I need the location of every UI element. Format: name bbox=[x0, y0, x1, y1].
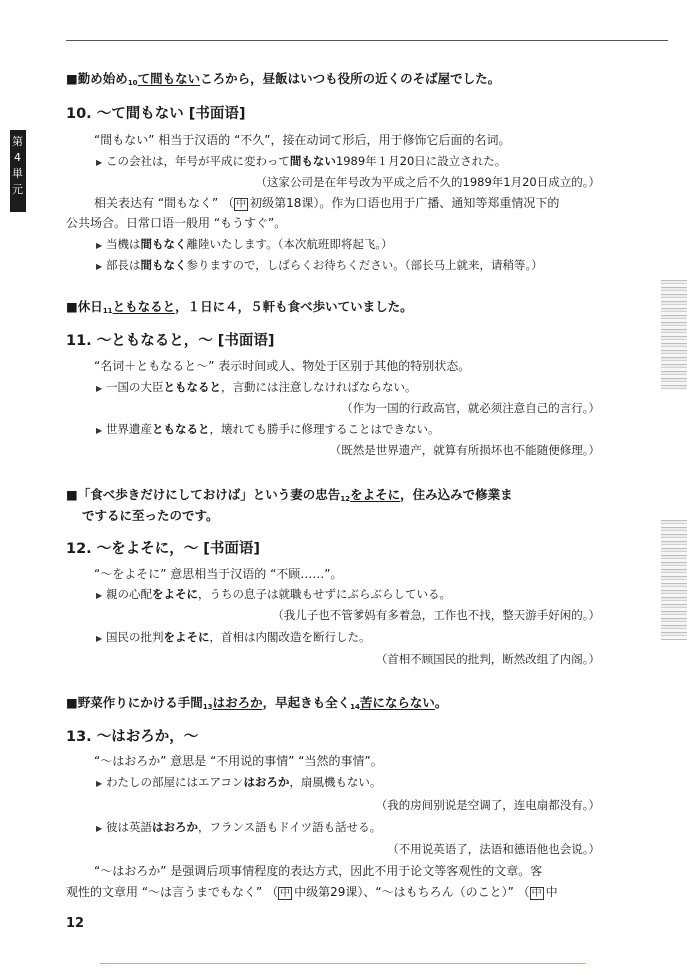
bullet-icon: ▶ bbox=[96, 824, 103, 833]
page-number: 12 bbox=[66, 916, 85, 931]
example-text: ，うちの息子は就職もせずにぶらぶらしている。 bbox=[198, 587, 451, 601]
heading-text: ■休日 bbox=[66, 299, 103, 314]
scan-edge-artifact bbox=[661, 280, 687, 390]
example-text: ，首相は内閣改造を断行した。 bbox=[209, 630, 371, 644]
example-keyword: ともなると bbox=[163, 380, 221, 394]
note-text: 相关表达有 “間もなく” （ bbox=[94, 196, 235, 210]
heading-text: 。 bbox=[434, 695, 448, 710]
example-line bbox=[96, 628, 371, 648]
bullet-icon: ▶ bbox=[96, 426, 103, 435]
example-text: 当機は bbox=[106, 237, 141, 251]
usage-note: “～はおろか” 是强调后项事情程度的表达方式，因此不用于论文等客观性的文章。客 bbox=[94, 864, 543, 878]
grammar-definition: “名词＋ともなると～” 表示时间或人、物处于区别于其他的特别状态。 bbox=[94, 359, 471, 373]
bottom-rule bbox=[100, 963, 586, 964]
scan-edge-artifact bbox=[661, 520, 687, 640]
example-text: ，扇風機もない。 bbox=[289, 775, 382, 789]
grammar-title: 13. ～はおろか，～ bbox=[66, 729, 199, 745]
example-translation: （我的房间别说是空调了，连电扇都没有。） bbox=[375, 798, 600, 812]
example-text: この会社は，年号が平成に変わって bbox=[106, 154, 290, 168]
example-line bbox=[96, 235, 393, 255]
heading-text: ■「食べ歩きだけにしておけば」という妻の忠告 bbox=[66, 487, 341, 502]
book-icon: 中 bbox=[280, 888, 291, 899]
note-number: 13 bbox=[202, 703, 213, 711]
bullet-icon: ▶ bbox=[96, 241, 103, 250]
example-sentence-heading bbox=[66, 298, 413, 320]
example-line bbox=[96, 773, 381, 793]
example-text: 参りますので，しばらくお待ちください。（部长马上就来，请稍等。） bbox=[186, 258, 543, 272]
example-sentence-heading bbox=[66, 694, 447, 716]
example-text: 離陸いたします。（本次航班即将起飞。） bbox=[186, 237, 393, 251]
unit-side-tab: 第4単元 bbox=[10, 130, 26, 212]
target-expression: はおろか bbox=[212, 695, 263, 710]
example-text: ，フランス語もドイツ語も話せる。 bbox=[198, 820, 382, 834]
example-text: わたしの部屋にはエアコン bbox=[106, 775, 244, 789]
example-line bbox=[96, 818, 381, 838]
heading-text: ，早起きも全く bbox=[262, 695, 351, 710]
example-text: 部長は bbox=[106, 258, 141, 272]
note-text: 中级第29课）、“～はもちろん（のこと）” （ bbox=[294, 885, 530, 899]
target-expression: をよそに bbox=[350, 487, 401, 502]
bullet-icon: ▶ bbox=[96, 158, 103, 167]
example-text: 世界遺産 bbox=[106, 422, 152, 436]
grammar-title: 10. ～て間もない [书面语] bbox=[66, 106, 246, 122]
example-keyword: 間もない bbox=[289, 154, 336, 168]
note-text: 中 bbox=[545, 885, 558, 899]
example-sentence-heading-cont: でするに至ったのです。 bbox=[82, 508, 219, 523]
heading-text: ころから，昼飯はいつも役所の近くのそば屋でした。 bbox=[200, 71, 501, 86]
example-line bbox=[96, 378, 417, 398]
example-keyword: はおろか bbox=[152, 820, 198, 834]
grammar-title: 11. ～ともなると，～ [书面语] bbox=[66, 333, 275, 349]
example-text: 親の心配 bbox=[106, 587, 152, 601]
example-text: ，壊れても勝手に修理することはできない。 bbox=[209, 422, 440, 436]
example-text: 国民の批判 bbox=[106, 630, 164, 644]
example-translation: （首相不顾国民的批判，断然改组了内阁。） bbox=[375, 652, 600, 666]
usage-note bbox=[94, 194, 559, 212]
heading-text: ■勤め始め bbox=[66, 71, 128, 86]
grammar-definition: “間もない” 相当于汉语的 “不久”，接在动词て形后，用于修饰它后面的名词。 bbox=[94, 133, 511, 147]
example-translation: （既然是世界遗产，就算有所损坏也不能随便修理。） bbox=[329, 443, 600, 457]
top-rule bbox=[66, 40, 668, 41]
example-sentence-heading bbox=[66, 486, 513, 508]
target-expression: て間もない bbox=[137, 71, 201, 86]
note-text: 观性的文章用 “～は言うまでもなく” （ bbox=[66, 885, 279, 899]
grammar-definition: “～をよそに” 意思相当于汉语的 “不顾……”。 bbox=[94, 567, 343, 581]
example-keyword: をよそに bbox=[152, 587, 198, 601]
example-translation: （这家公司是在年号改为平成之后不久的1989年1月20日成立的。） bbox=[255, 175, 600, 189]
note-number: 10 bbox=[127, 79, 138, 87]
example-text: 1989年１月20日に設立された。 bbox=[335, 154, 507, 168]
grammar-definition: “～はおろか” 意思是 “不用说的事情” “当然的事情”。 bbox=[94, 754, 383, 768]
example-line bbox=[96, 585, 451, 605]
example-translation: （作为一国的行政高官，就必须注意自己的言行。） bbox=[341, 401, 600, 415]
bullet-icon: ▶ bbox=[96, 591, 103, 600]
bullet-icon: ▶ bbox=[96, 634, 103, 643]
example-keyword: はおろか bbox=[243, 775, 290, 789]
note-number: 11 bbox=[102, 307, 113, 315]
example-keyword: をよそに bbox=[163, 630, 210, 644]
example-text: 彼は英語 bbox=[106, 820, 152, 834]
example-text: ，言動には注意しなければならない。 bbox=[221, 380, 417, 394]
example-keyword: ともなると bbox=[152, 422, 210, 436]
bullet-icon: ▶ bbox=[96, 779, 103, 788]
example-translation: （不用说英语了，法语和德语他也会说。） bbox=[387, 842, 600, 856]
example-sentence-heading bbox=[66, 70, 500, 92]
example-line bbox=[96, 420, 440, 440]
heading-text: ，住み込みで修業ま bbox=[400, 487, 513, 502]
heading-text: ，１日に４，５軒も食べ歩いていました。 bbox=[175, 299, 413, 314]
example-line bbox=[96, 152, 506, 172]
note-number: 12 bbox=[340, 495, 351, 503]
target-expression: ともなると bbox=[112, 299, 176, 314]
usage-note bbox=[66, 883, 558, 901]
example-line bbox=[96, 256, 543, 276]
book-icon: 中 bbox=[531, 888, 542, 899]
example-text: 一国の大臣 bbox=[106, 380, 164, 394]
example-keyword: 間もなく bbox=[140, 258, 187, 272]
note-text: 初级第18课）。作为口语也用于广播、通知等郑重情况下的 bbox=[250, 196, 560, 210]
grammar-title: 12. ～をよそに，～ [书面语] bbox=[66, 541, 261, 557]
example-keyword: 間もなく bbox=[140, 237, 187, 251]
heading-text: ■野菜作りにかける手間 bbox=[66, 695, 203, 710]
note-number: 14 bbox=[350, 703, 360, 711]
example-translation: （我儿子也不管爹妈有多着急，工作也不找，整天游手好闲的。） bbox=[272, 608, 600, 622]
usage-note: 公共场合。日常口语一般用 “もうすぐ”。 bbox=[66, 216, 287, 230]
bullet-icon: ▶ bbox=[96, 384, 103, 393]
bullet-icon: ▶ bbox=[96, 262, 103, 271]
book-icon: 中 bbox=[236, 199, 247, 210]
target-expression: 苦にならない bbox=[359, 695, 435, 710]
